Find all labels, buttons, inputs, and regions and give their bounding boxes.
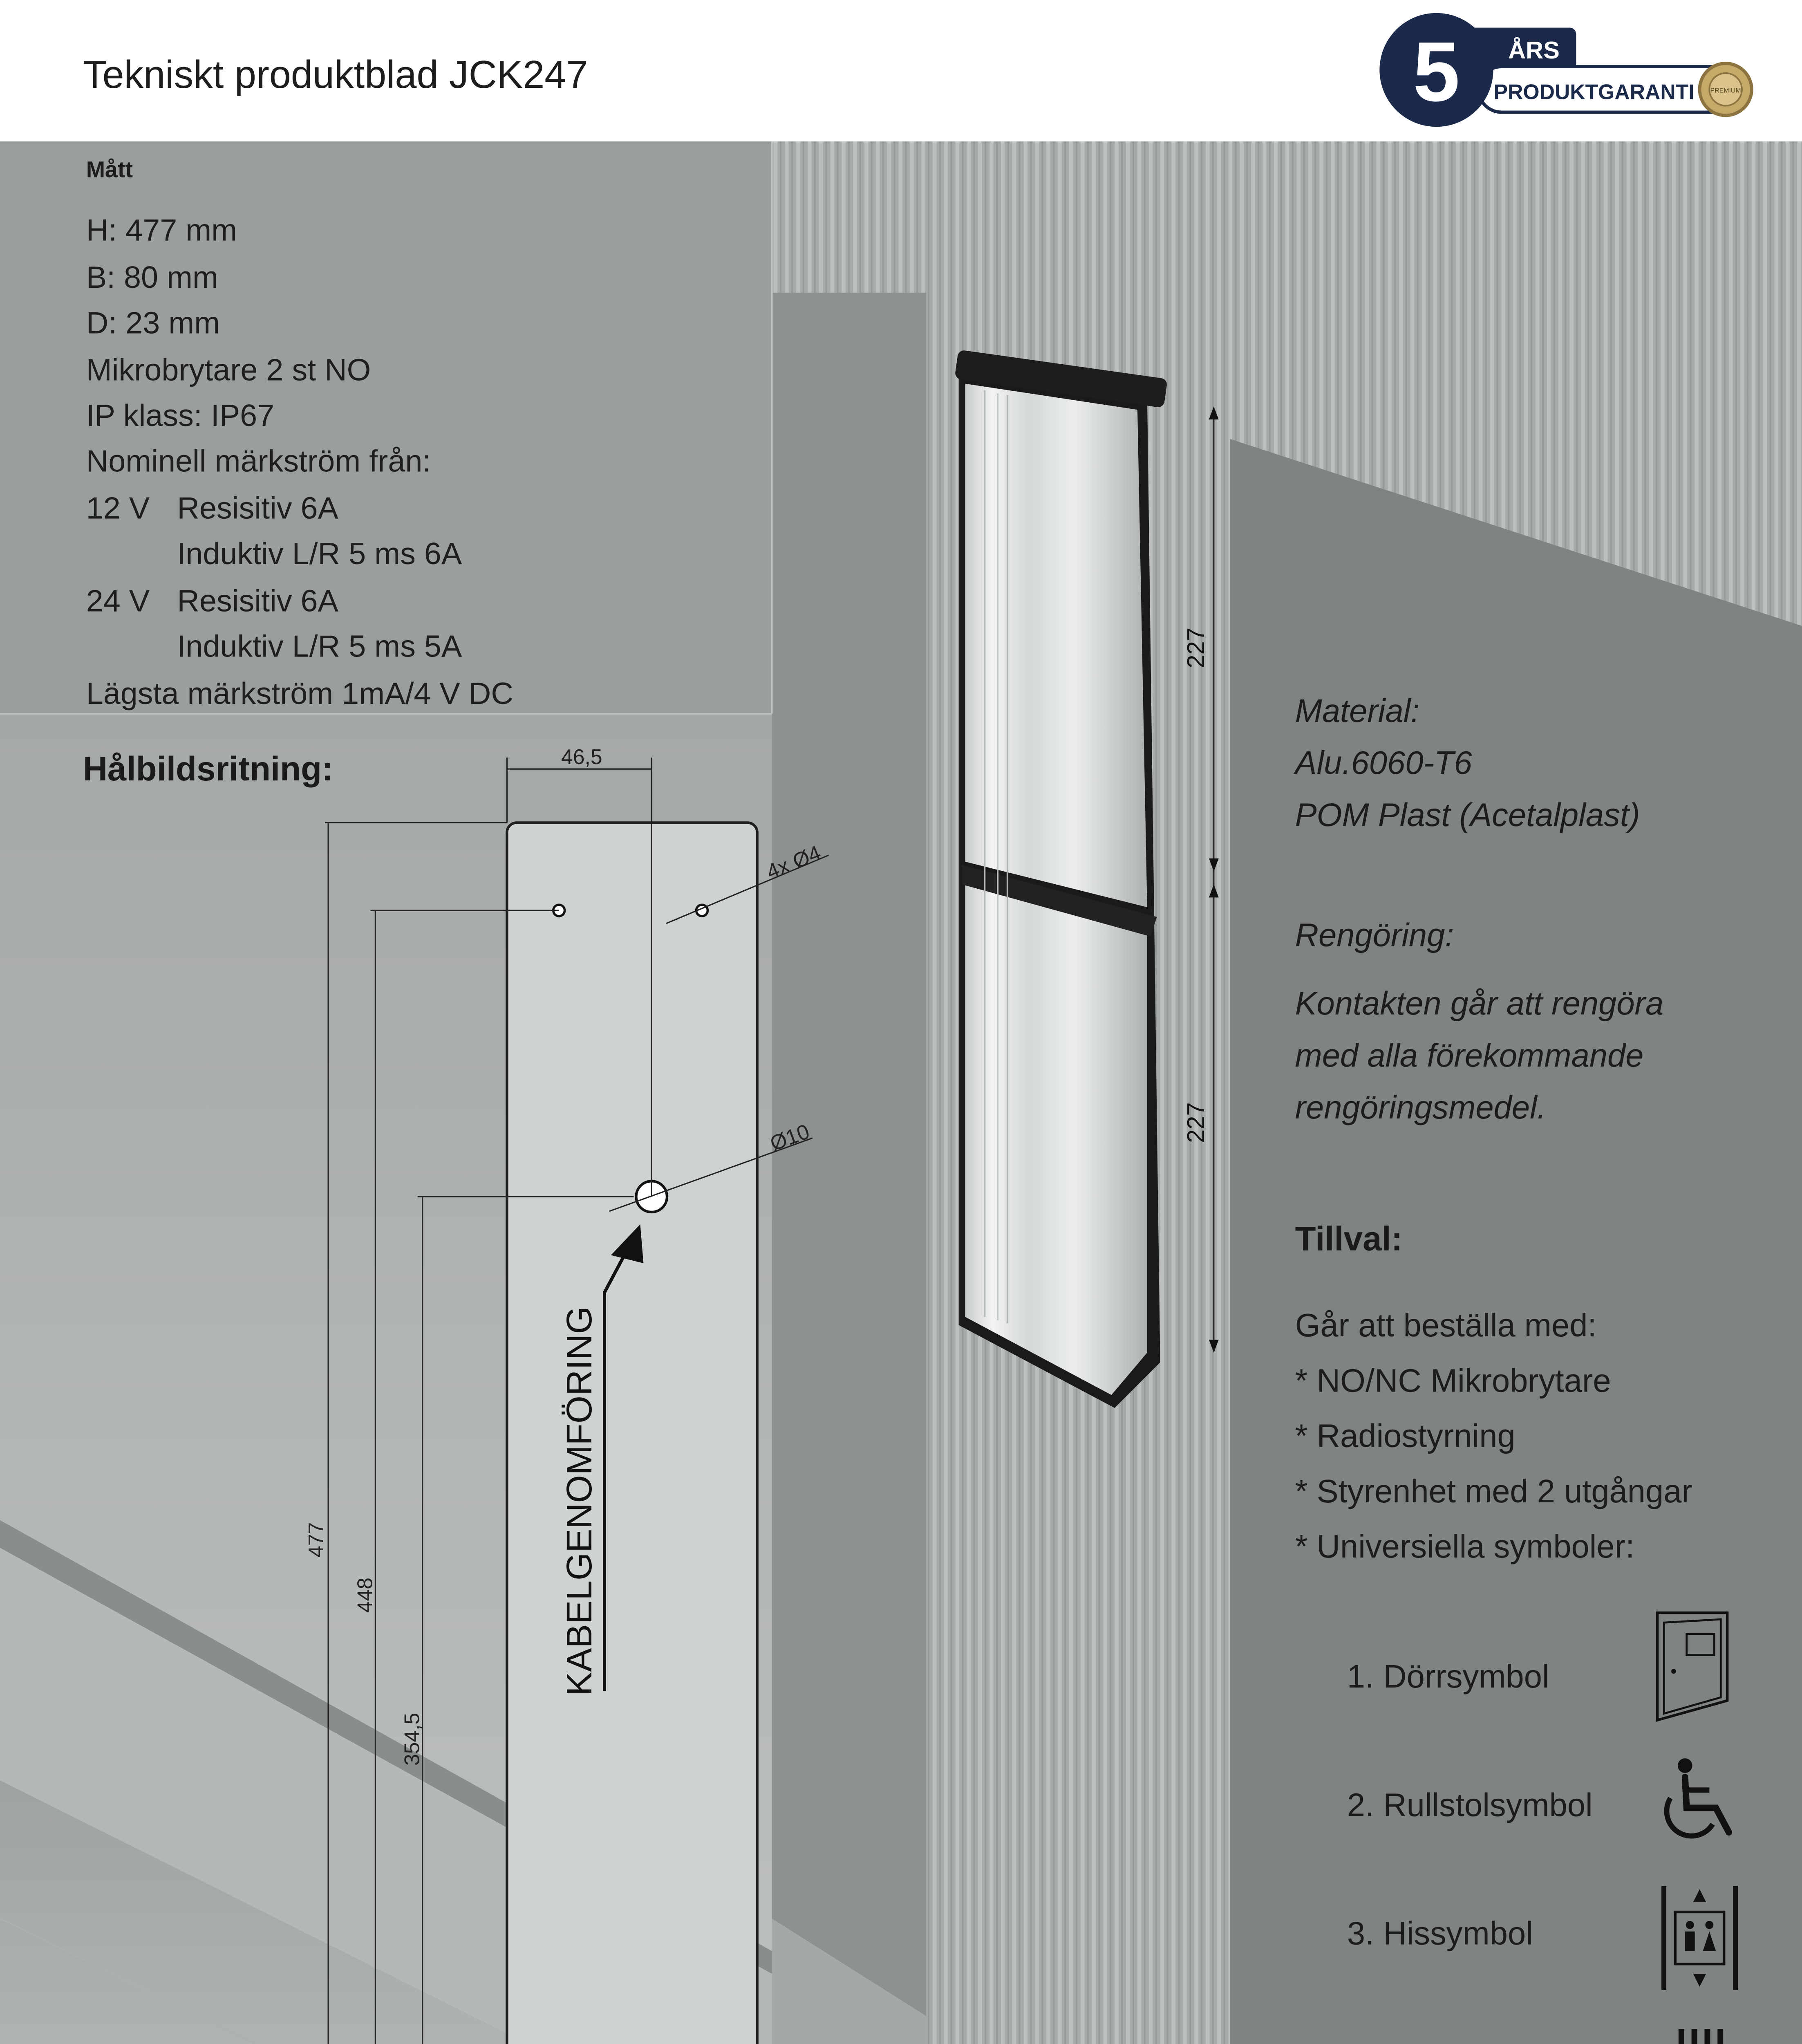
spec-current: Resisitiv 6A <box>177 491 338 526</box>
spec-line: D: 23 mm <box>86 306 220 341</box>
option-item: * NO/NC Mikrobrytare <box>1295 1362 1611 1399</box>
premium-seal-icon <box>1700 63 1752 115</box>
page-title: Tekniskt produktblad JCK247 <box>83 53 588 96</box>
drawing-heading: Hålbildsritning: <box>83 749 333 788</box>
product-dim-bottom: 227 <box>1182 1102 1209 1143</box>
spec-line: H: 477 mm <box>86 213 237 248</box>
cleaning-line: Kontakten går att rengöra <box>1295 985 1664 1022</box>
template-plate <box>507 823 757 2044</box>
seal-text: PREMIUM <box>1710 87 1741 94</box>
spec-current: Induktiv L/R 5 ms 6A <box>177 537 462 572</box>
specs-heading: Mått <box>86 157 133 182</box>
product-dim-top: 227 <box>1182 628 1209 668</box>
header <box>0 0 1802 141</box>
dim-center-hole: Ø10 <box>767 1119 813 1156</box>
material-line: Alu.6060-T6 <box>1295 744 1472 781</box>
spec-voltage: 12 V <box>86 491 150 526</box>
spec-line: IP klass: IP67 <box>86 398 275 433</box>
option-item: * Styrenhet med 2 utgångar <box>1295 1472 1692 1509</box>
dim-top-width: 46,5 <box>561 745 602 769</box>
material-line: POM Plast (Acetalplast) <box>1295 796 1640 833</box>
spec-line: B: 80 mm <box>86 260 218 295</box>
cleaning-line: med alla förekommande <box>1295 1037 1644 1074</box>
symbol-label: 1. Dörrsymbol <box>1347 1658 1549 1695</box>
badge-number: 5 <box>1412 24 1460 119</box>
option-item: * Universiella symboler: <box>1295 1528 1635 1565</box>
options-intro: Går att beställa med: <box>1295 1307 1597 1344</box>
options-title: Tillval: <box>1295 1219 1403 1258</box>
spec-current: Induktiv L/R 5 ms 5A <box>177 629 462 664</box>
cleaning-line: rengöringsmedel. <box>1295 1089 1546 1126</box>
spec-lowest: Lägsta märkström 1mA/4 V DC <box>86 677 513 711</box>
symbol-label: 3. Hissymbol <box>1347 1915 1533 1952</box>
option-item: * Radiostyrning <box>1295 1417 1515 1454</box>
dim-height-total: 477 <box>304 1522 328 1558</box>
spec-voltage: 24 V <box>86 584 150 619</box>
dim-holes: 4x Ø4 <box>763 840 824 884</box>
spec-current: Resisitiv 6A <box>177 584 338 619</box>
spec-line: Mikrobrytare 2 st NO <box>86 353 371 388</box>
cable-label: KABELGENOMFÖRING <box>559 1306 600 1696</box>
cleaning-title: Rengöring: <box>1295 917 1454 953</box>
spec-line: Nominell märkström från: <box>86 444 431 479</box>
dim-height-448: 448 <box>353 1577 377 1613</box>
symbol-label: 2. Rullstolsymbol <box>1347 1786 1593 1823</box>
dim-height-354: 354,5 <box>400 1712 424 1766</box>
material-title: Material: <box>1295 692 1420 729</box>
badge-years: ÅRS <box>1508 36 1560 64</box>
badge-label: PRODUKTGARANTI <box>1493 80 1695 104</box>
